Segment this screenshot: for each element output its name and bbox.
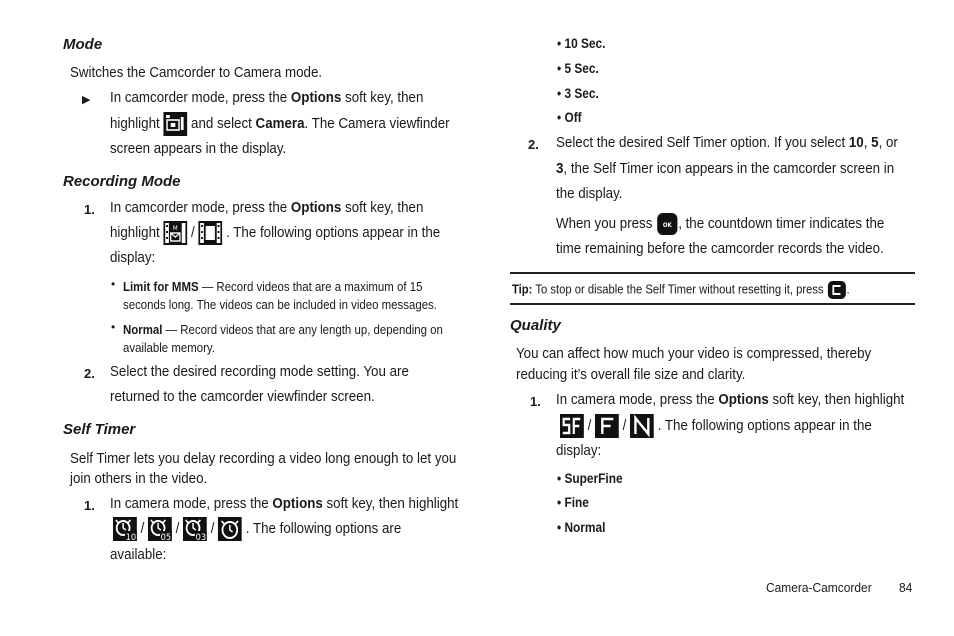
tip-bottom-rule — [510, 303, 915, 305]
timer-step2-line1: Select the desired Self Timer option. If you select 10, 5, or — [556, 135, 898, 151]
timer-03-label: 03 — [195, 532, 207, 542]
self-timer-desc-line1: Self Timer lets you delay recording a video long enough to let you — [70, 451, 457, 467]
quality-option-fine: • Fine — [557, 495, 589, 510]
bullet: • — [111, 320, 116, 334]
svg-text:M: M — [172, 226, 178, 233]
mode-step-line3: screen appears in the display. — [110, 141, 287, 157]
rec-step1-line3: display: — [110, 250, 156, 266]
self-step1-number: 1. — [84, 498, 95, 513]
tip-text: Tip: To stop or disable the Self Timer without resetting it, press . — [512, 280, 850, 300]
timer-03-icon — [183, 517, 207, 541]
quality-desc-line1: You can affect how much your video is compressed, thereby — [516, 346, 872, 362]
timer-step2-number: 2. — [528, 137, 539, 152]
heading-mode: Mode — [63, 36, 103, 53]
camera-mode-icon — [163, 112, 187, 136]
timer-05-label: 05 — [160, 532, 172, 542]
timer-option-3: • 3 Sec. — [557, 86, 599, 101]
bullet: • — [111, 277, 116, 291]
limit-mms-line1: Limit for MMS — Record videos that are a maximum of 15 — [123, 279, 423, 294]
limit-mms-line2: seconds long. The videos can be included in video messages. — [123, 297, 437, 312]
timer-option-off: • Off — [557, 110, 582, 125]
tip-top-rule — [510, 272, 915, 274]
rec-step2-line2: returned to the camcorder viewfinder screen. — [110, 389, 375, 405]
quality-step1-line2: / / . The following options appear in the — [560, 414, 872, 439]
arrow-bullet-icon: ▶ — [82, 94, 91, 106]
mode-description: Switches the Camcorder to Camera mode. — [70, 65, 323, 81]
mode-step-line2: highlight and select Camera. The Camera viewfinder — [110, 112, 450, 137]
timer-05-icon — [148, 517, 172, 541]
self-step1-line1: In camera mode, press the Options soft key, then highlight — [110, 496, 459, 512]
page-number: 84 — [899, 580, 913, 595]
quality-desc-line2: reducing it’s overall file size and clarity. — [516, 367, 746, 383]
mms-video-icon — [163, 221, 187, 245]
quality-option-normal: • Normal — [557, 520, 606, 535]
fine-icon — [595, 414, 619, 438]
self-timer-desc-line2: join others in the video. — [70, 471, 208, 487]
normal-line1: Normal — Record videos that are any length up, depending on — [123, 322, 443, 337]
rec-step1-line1: In camcorder mode, press the Options soft key, then — [110, 200, 424, 216]
timer-option-5: • 5 Sec. — [557, 61, 599, 76]
heading-recording-mode: Recording Mode — [63, 173, 181, 190]
normal-line2: available memory. — [123, 340, 215, 355]
timer-off-icon — [218, 517, 242, 541]
normal-video-icon — [198, 221, 222, 245]
heading-self-timer: Self Timer — [63, 421, 136, 438]
rec-step2-number: 2. — [84, 366, 95, 381]
timer-step2-line5: time remaining before the camcorder records the video. — [556, 241, 884, 257]
timer-step2-line3: the display. — [556, 186, 623, 202]
timer-10-label: 10 — [125, 532, 137, 542]
ok-key-icon — [656, 212, 678, 236]
footer-section: Camera-Camcorder — [766, 580, 872, 595]
quality-step1-line1: In camera mode, press the Options soft key, then highlight — [556, 392, 905, 408]
timer-10-icon — [113, 517, 137, 541]
clear-key-icon — [827, 280, 847, 300]
rec-step1-line2: highlight M / . The following options appear in the — [110, 221, 440, 246]
svg-text:OK: OK — [662, 223, 672, 230]
heading-quality: Quality — [510, 317, 561, 334]
self-step1-line3: available: — [110, 547, 167, 563]
self-step1-line2: 10 / 05 / 03 / . The following options are — [113, 517, 401, 542]
superfine-icon — [560, 414, 584, 438]
timer-option-10: • 10 Sec. — [557, 36, 606, 51]
timer-step2-line2: 3, the Self Timer icon appears in the camcorder screen in — [556, 161, 895, 177]
normal-quality-icon — [630, 414, 654, 438]
quality-step1-number: 1. — [530, 394, 541, 409]
quality-step1-line3: display: — [556, 443, 602, 459]
timer-step2-line4: When you press OK , the countdown timer indicates the — [556, 212, 884, 237]
mode-step-line1: In camcorder mode, press the Options soft key, then — [110, 90, 424, 106]
rec-step2-line1: Select the desired recording mode setting. You are — [110, 364, 409, 380]
quality-option-superfine: • SuperFine — [557, 471, 623, 486]
rec-step1-number: 1. — [84, 202, 95, 217]
